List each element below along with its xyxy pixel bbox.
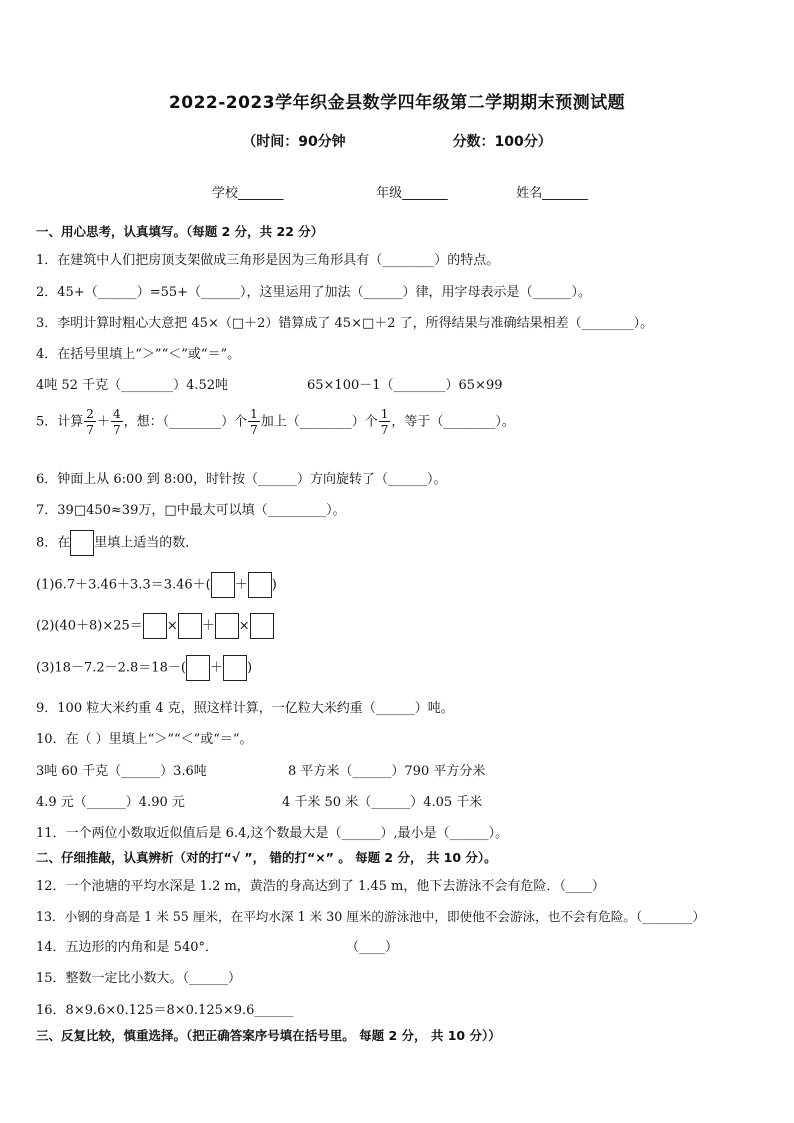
question-2: 2．45+（______）=55+（______），这里运用了加法（______）律，用字母表示是（______）。 [36,285,592,300]
denominator: 7 [112,423,121,437]
answer-box[interactable] [211,572,235,598]
denominator: 7 [380,423,389,437]
plus-sign: ＋ [96,414,110,430]
school-field: 学校_______ [212,186,284,201]
question-10-b: 8 平方米（______）790 平方分米 [288,764,486,779]
answer-box[interactable] [70,530,94,556]
question-8 [36,530,198,556]
denominator: 7 [250,423,258,437]
question-10-d: 4 千米 50 米（______）4.05 千米 [282,795,483,810]
times-sign: × [238,618,250,634]
question-11: 11．一个两位小数取近似值后是 6.4,这个数最大是（______）,最小是（______）。 [36,826,509,841]
grade-field: 年级_______ [376,186,448,201]
q8-1-expression: (1)6.7＋3.46＋3.3＝3.46＋( [36,577,211,593]
q8-3-expression: (3)18－7.2－2.8＝18－( [36,660,186,676]
answer-box[interactable] [248,572,272,598]
question-4: 4．在括号里填上“＞”“＜”或“＝”。 [36,347,241,362]
answer-box[interactable] [215,613,239,639]
plus-sign: ＋ [209,660,223,676]
fraction [84,408,96,436]
question-15: 15．整数一定比小数大。（______） [36,971,242,986]
plus-sign: ＋ [201,618,215,634]
q5-prefix: 5．计算 [36,414,84,430]
q5-mid-2: 加上（________）个 [260,414,378,430]
fraction [248,408,260,436]
times-sign: × [166,618,178,634]
question-8-2 [36,613,274,639]
fraction [379,408,391,436]
answer-box[interactable] [178,613,202,639]
question-10-a: 3吨 60 千克（______）3.6吨 [36,764,207,779]
answer-box[interactable] [143,613,167,639]
question-4-b: 65×100－1（________）65×99 [307,378,503,393]
question-12: 12．一个池塘的平均水深是 1.2 m，黄浩的身高达到了 1.45 m，他下去游泳不会有危险．（____） [36,879,605,894]
q8-prefix: 8．在 [36,535,71,551]
denominator: 7 [86,423,94,437]
numerator: 4 [112,407,121,421]
section-1-heading: 一、用心思考，认真填写。（每题 2 分，共 22 分） [36,224,324,239]
q8-suffix: 里填上适当的数． [94,535,199,551]
close-paren: ) [246,660,253,676]
section-3-heading: 三、反复比较，慎重选择。（把正确答案序号填在括号里。 每题 2 分， 共 10 分）） [36,1028,501,1043]
exam-title: 2022-2023学年织金县数学四年级第二学期期末预测试题 [168,93,626,113]
question-9: 9．100 粒大米约重 4 克，照这样计算，一亿粒大米约重（______）吨。 [36,701,454,716]
answer-box[interactable] [186,655,210,681]
question-5 [36,408,515,436]
q5-suffix: ，等于（________）。 [391,414,515,430]
total-score: 分数：100分） [452,134,552,150]
q5-mid-1: ，想：（________）个 [123,414,248,430]
question-10-c: 4.9 元（______）4.90 元 [36,795,185,810]
time-limit: （时间：90分钟 [242,134,346,150]
question-4-a: 4吨 52 千克（________）4.52吨 [36,378,229,393]
plus-sign: ＋ [234,577,248,593]
question-6: 6．钟面上从 6:00 到 8:00，时针按（______）方向旋转了（______）。 [36,472,447,487]
question-14-answer: （____） [346,940,399,955]
question-8-3 [36,655,252,681]
q8-2-expression: (2)(40＋8)×25＝ [36,618,143,634]
exam-meta [0,131,794,151]
answer-box[interactable] [223,655,247,681]
numerator: 1 [250,407,258,421]
fraction [111,408,123,436]
question-1: 1．在建筑中人们把房顶支架做成三角形是因为三角形具有（________）的特点。 [36,253,500,268]
student-info [212,182,588,201]
section-2-heading: 二、仔细推敲，认真辨析（对的打“√ ”， 错的打“×” 。 每题 2 分， 共 10 分）。 [36,850,497,865]
question-14: 14．五边形的内角和是 540°． [36,940,218,955]
question-10: 10．在（ ）里填上“＞”“＜”或“＝”。 [36,732,253,747]
question-16: 16．8×9.6×0.125＝8×0.125×9.6______ [36,1003,294,1018]
question-13: 13．小钢的身高是 1 米 55 厘米，在平均水深 1 米 30 厘米的游泳池中，即使他不会游泳，也不会有危险。（________） [36,909,706,924]
name-field: 姓名_______ [516,186,588,201]
close-paren: ) [271,577,277,593]
numerator: 2 [86,407,94,421]
question-3: 3．李明计算时粗心大意把 45×（□＋2）错算成了 45×□＋2 了，所得结果与准确结果相差（________）。 [36,316,654,331]
answer-box[interactable] [250,613,274,639]
question-7: 7．39□450≈39万，□中最大可以填（_________）。 [36,503,346,518]
numerator: 1 [380,407,389,421]
question-8-1 [36,572,277,598]
